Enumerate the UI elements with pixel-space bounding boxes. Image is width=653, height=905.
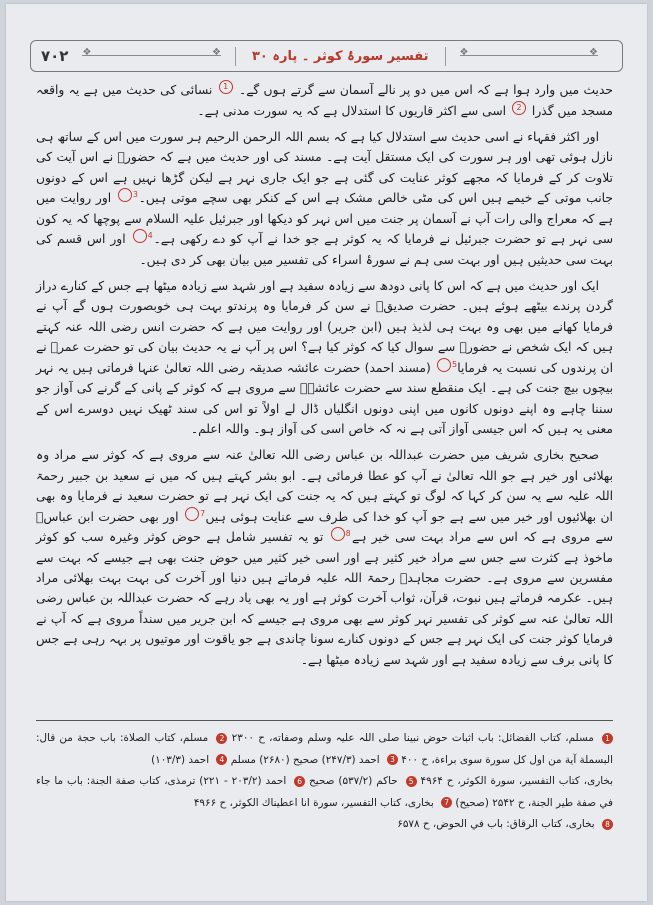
footnote-marker: 1 xyxy=(219,80,233,94)
footnote-line xyxy=(36,771,613,814)
footnote-text: مسلم، کتاب الفضائل: باب اثبات حوض نبینا صلی اللہ علیہ وسلم وصفاته، ح ۲۳۰۰ xyxy=(231,732,594,744)
footnote-text: احمد (۲۴۷/۳) صحيح (۲۶۸۰) مسلم xyxy=(230,753,380,766)
paragraph-text: صحیح بخاری شریف میں حضرت عبداللہ بن عباس رضی اللہ تعالیٰ عنہ سے مروی ہے کہ کوثر سے مراد وہ بھلائی اور خیر ہے جو اللہ تعالیٰ نے آپ کو عطا فرمائی ہے۔ ابو بشر کہتے ہیں کہ میں نے سعید بن جبیر رحمۃ اللہ علیہ سے یہ سن کر کہا کہ لوگ تو کہتے ہیں کہ یہ جنت کی ایک نہر ہے تو حضرت سعید نے فرمایا وہ بھی ان بھلائیوں اور خیر میں سے ہے جو آپ کو خدا کی طرف سے عنایت ہوئی ہیں xyxy=(36,448,613,524)
paragraph-text: ایک اور حدیث میں ہے کہ اس کا پانی دودھ سے زیادہ سفید ہے اور شہد سے زیادہ میٹھا ہے جس کے کنارے دراز گردن پرندے بیٹھے ہوئے ہیں۔ حضرت صدیقؓ نے سن کر فرمایا وہ پرندتو بہت ہی خوبصورت ہوں گے آپ نے فرمایا کھانے میں بھی وہ بہت ہی لذیذ ہیں (ابن جریر) اور روایت میں ہے کہ حضرت انس رضی اللہ عنہ کہتے ہیں کہ ایک شخص نے حضورؐ سے سوال کیا کہ کوثر کیا ہے؟ اس پر آپ نے یہ حدیث بیان کی تو حضرت عمرؓ نے ان پرندوں کی نسبت یہ فرمایا xyxy=(36,279,613,375)
paragraph-text: (مسند احمد) حضرت عائشہ صدیقہ رضی اللہ تعالیٰ عنہا فرماتی ہیں یہ نہر بیچوں بیچ جنت کی ہے۔ ایک منقطع سند سے حضرت عائشہؓ سے مروی ہے کہ کوثر کے پانی کے گرنے کی آواز جو سننا چاہے وہ اپنے دونوں کانوں میں اپنی دونوں انگلیاں ڈال لے اولاً تو اس کی سند ٹھیک نہیں دوسرے اس کے معنی یہ ہیں کہ اس جیسی آواز آتی ہے نہ کہ خاص اسی کی آواز ہو۔ واللہ اعلم۔ xyxy=(36,360,613,436)
footnote-text: حاکم (۵۳۷/۲) صحيح xyxy=(309,775,398,787)
footnote-number: 4 xyxy=(216,754,227,765)
body-paragraph xyxy=(36,127,613,270)
footnote-number: 8 xyxy=(602,819,613,830)
body-paragraph xyxy=(36,276,613,439)
paragraph-text: نسائی کی حدیث میں ہے یہ واقعہ مسجد میں گذرا xyxy=(36,83,613,118)
footnote-marker: 7 xyxy=(185,507,199,521)
footnote-text: احمد (۲۰۳/۲ - ۲۲۱) ترمذی، کتاب صفة الجنة: باب ما جاء في صفة طير الجنة، ح ۲۵۴۲ (صحيح) xyxy=(36,775,613,809)
paragraph-text: حدیث میں وارد ہوا ہے کہ اس میں دو پر نالے آسمان سے گرتے ہوں گے۔ xyxy=(238,83,613,98)
footnote-text: احمد (۱۰۳/۳) xyxy=(151,753,210,766)
body-text xyxy=(36,80,613,676)
body-paragraph xyxy=(36,80,613,121)
page-header xyxy=(30,40,623,72)
paragraph-text: اسی سے اکثر قاریوں کا استدلال ہے کہ یہ سورت مدنی ہے۔ xyxy=(197,103,507,118)
footnote-number: 6 xyxy=(294,776,305,787)
footnote-marker: 5 xyxy=(437,358,451,372)
page-sheet xyxy=(6,4,647,901)
footnote-marker: 8 xyxy=(331,527,345,541)
header-ornament-right xyxy=(460,55,598,57)
footnote-marker: 2 xyxy=(512,101,526,115)
footnote-number: 1 xyxy=(602,733,613,744)
paragraph-text: تو یہ تفسیر شامل ہے حوض کوثر وغیرہ سب کو کوثر ماخوذ ہے کثرت سے جس سے مراد خیر کثیر ہے اور اسی خیر کثیر میں حوض جنت بھی ہے جیسے کہ بہت سے مفسرین سے مروی ہے۔ حضرت مجاہدؒ رحمۃ اللہ علیہ فرماتے ہیں دنیا اور آخرت کی بہت بہت بھلائی مراد ہیں۔ عکرمہ فرماتے ہیں نبوت، قرآن، ثواب آخرت کوثر ہے اور یہ بھی یاد رہے کہ حضرت عبداللہ بن عباس رضی اللہ تعالیٰ عنہ سے کوثر کی تفسیر نہر کوثر سے بھی مروی ہے جیسے کہ ابن جریر میں سنداً مروی ہے کہ آپ نے فرمایا کوثر جنت کی ایک نہر ہے جس کے دونوں کنارے سونا چاندی ہے جو یاقوت اور موتیوں پر بہہ رہی ہے جس کا پانی برف سے زیادہ سفید ہے اور شہد سے زیادہ میٹھا ہے۔ xyxy=(36,530,613,667)
header-ornament xyxy=(82,55,220,57)
running-title: تفسیر سورۂ کوثر ۔ پارہ ۳۰ xyxy=(235,47,446,66)
paragraph-text: اور بھی حضرت ابن عباسؓ سے مروی ہے کہ اس سے مراد بہت سی خیر ہے xyxy=(36,509,614,545)
footnote-line xyxy=(36,728,613,771)
body-paragraph xyxy=(36,445,613,670)
footnotes xyxy=(36,728,613,836)
footnote-number: 3 xyxy=(387,754,398,765)
paragraph-text: اور اس قسم کی بہت سی حدیثیں ہیں اور بہت سی ہم نے سورۂ اسراء کی تفسیر میں بیان بھی کر دی ہیں۔ xyxy=(36,232,613,267)
page-number: ٧٠٢ xyxy=(41,47,69,65)
footnote-number: 7 xyxy=(441,797,452,808)
footnote-number: 2 xyxy=(216,733,227,744)
footnote-divider xyxy=(36,720,613,721)
footnote-text: بخاری، کتاب التفسير، سورة الکوثر، ح ۴۹۶۴ xyxy=(420,775,613,787)
footnote-text: بخاری، کتاب الرقاق: باب في الحوض، ح ۶۵۷۸ xyxy=(397,818,595,830)
paragraph-text: اور اکثر فقہاء نے اسی حدیث سے استدلال کیا ہے کہ بسم اللہ الرحمن الرحیم ہر سورت میں اس کے ساتھ ہی نازل ہوئی تھی اور ہر سورت کی ایک مستقل آیت ہے۔ مسند کی اور حدیث میں ہے کہ حضورؐ نے اس آیت کی تلاوت کر کے فرمایا کہ مجھے کوثر عنایت کی گئی ہے جو ایک جاری نہر ہے لیکن گڑھا نہیں ہے اس کے دونوں جانب موتی کے خیمے ہیں اس کی مٹی خالص مشک ہے اس کے کنکر بھی سچے موتی ہیں۔ xyxy=(36,130,613,206)
footnote-line xyxy=(36,814,613,836)
footnote-text: مسلم، کتاب الصلاة: باب حجة من قال: البسملة آية من اول کل سورة سوی براءة، ح ۴۰۰ xyxy=(36,732,613,766)
paragraph-text: اور روایت میں ہے کہ معراج والی رات آپ نے آسمان پر جنت میں اس نہر کو دیکھا اور جبرئیل علیہ السلام سے پوچھا کہ یہ کون سی نہر ہے تو حضرت جبرئیل نے فرمایا کہ یہ کوثر ہے جو خدا نے آپ کو دے رکھی ہے۔ xyxy=(36,191,613,247)
footnote-marker: 4 xyxy=(133,229,147,243)
footnote-number: 5 xyxy=(406,776,417,787)
footnote-text: بخاری، کتاب التفسير، سورة انا اعطيناك الكوثر، ح ۴۹۶۶ xyxy=(193,796,434,809)
footnote-marker: 3 xyxy=(118,188,132,202)
